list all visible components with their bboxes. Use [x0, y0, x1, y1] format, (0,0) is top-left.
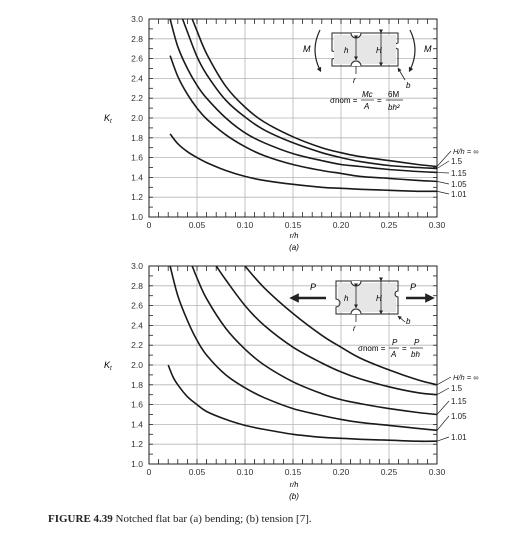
legend-leader [437, 172, 449, 173]
y-tick-label: 2.2 [131, 340, 143, 351]
y-tick-label: 2.2 [131, 93, 143, 104]
y-tick-label: 2.6 [131, 300, 143, 311]
series-line-5 [170, 134, 437, 192]
x-tick-label: 0.20 [332, 467, 350, 477]
legend-leader [437, 191, 449, 194]
x-tick-label: 0.25 [380, 220, 398, 230]
y-tick-label: 1.2 [131, 192, 143, 203]
legend-leader [437, 388, 449, 395]
x-tick-label: 0.20 [332, 220, 350, 230]
formula-b-rhs-den: bh [411, 350, 420, 359]
y-tick-label: 1.6 [131, 399, 143, 410]
y-tick-label: 1.2 [131, 439, 143, 450]
legend-label: 1.05 [451, 412, 467, 421]
legend-leader [437, 401, 449, 415]
legend-label: 1.5 [451, 384, 463, 393]
series-legend [437, 147, 479, 199]
formula-a-rhs-den: bh² [388, 103, 400, 112]
y-tick-label: 1.0 [131, 212, 143, 222]
y-tick-label: 1.8 [131, 379, 143, 390]
legend-label: 1.01 [451, 190, 467, 199]
inset-a-b: b [406, 81, 411, 90]
inset-b-P-right: P [410, 282, 417, 292]
x-axis-label: r/h [289, 231, 299, 240]
x-tick-label: 0.15 [284, 467, 302, 477]
formula-a-lhs: σnom = [330, 96, 358, 105]
y-tick-label: 1.4 [131, 419, 143, 430]
formula-a-rhs-num: 6M [388, 90, 400, 99]
caption-label: FIGURE 4.39 [48, 513, 113, 525]
legend-label: 1.15 [451, 397, 467, 406]
legend-label: 1.15 [451, 169, 467, 178]
y-tick-label: 1.6 [131, 152, 143, 163]
x-tick-label: 0.05 [188, 467, 206, 477]
x-tick-label: 0 [146, 220, 152, 230]
inset-a-r: r [353, 76, 356, 85]
y-axis-label: $K_t$ [104, 113, 112, 125]
caption-text: Notched flat bar (a) bending; (b) tension [7]. [115, 513, 312, 525]
x-tick-label: 0.30 [428, 220, 446, 230]
legend-label: 1.01 [451, 433, 467, 442]
y-tick-label: 2.0 [131, 113, 143, 123]
series-line-5 [168, 365, 437, 441]
y-tick-label: 2.8 [131, 33, 143, 44]
y-tick-label: 2.6 [131, 53, 143, 64]
inset-a-h: h [344, 46, 349, 55]
formula-b-mid-den: A [391, 350, 397, 359]
y-tick-label: 1.4 [131, 172, 143, 183]
formula-b-lhs: σnom = [358, 344, 386, 353]
inset-a-M-right: M [424, 44, 432, 54]
x-tick-label: 0.15 [284, 220, 302, 230]
y-tick-label: 3.0 [131, 261, 143, 271]
legend-header: H/h = ∞ [453, 147, 479, 156]
y-tick-label: 2.4 [131, 73, 143, 84]
inset-b-P-left: P [310, 282, 317, 292]
y-tick-label: 2.0 [131, 360, 143, 370]
inset-b-r: r [353, 324, 356, 333]
x-tick-label: 0.10 [236, 220, 254, 230]
y-tick-label: 2.4 [131, 320, 143, 331]
series-line-1 [192, 19, 437, 167]
figure-caption [48, 513, 312, 525]
panel-a-bending [104, 14, 479, 252]
y-tick-label: 1.8 [131, 132, 143, 143]
formula-a-mid-den: A [364, 102, 370, 111]
legend-label: 1.5 [451, 157, 463, 166]
inset-b-h: h [344, 294, 349, 303]
series-legend [437, 373, 479, 442]
legend-leader [437, 437, 449, 441]
x-tick-label: 0.30 [428, 467, 446, 477]
legend-leader [437, 181, 449, 184]
formula-b [358, 338, 423, 359]
y-tick-label: 3.0 [131, 14, 143, 24]
inset-a-bending-bar [315, 30, 415, 80]
legend-leader [437, 416, 449, 430]
formula-a-mid-num: Mc [362, 90, 373, 99]
formula-b-rhs-num: P [414, 338, 420, 347]
y-tick-label: 1.0 [131, 459, 143, 469]
series-line-4 [170, 56, 437, 182]
legend-header: H/h = ∞ [453, 373, 479, 382]
y-tick-label: 2.8 [131, 280, 143, 291]
x-tick-label: 0 [146, 467, 152, 477]
panel-label: (b) [289, 492, 299, 501]
formula-a-eq: = [377, 96, 382, 105]
b-b-pointer [398, 316, 405, 322]
inset-b-b: b [406, 317, 411, 326]
inset-a-M-left: M [303, 44, 311, 54]
formula-b-eq: = [402, 344, 407, 353]
formula-b-mid-num: P [392, 338, 398, 347]
inset-b-H: H [376, 294, 382, 303]
x-tick-label: 0.10 [236, 467, 254, 477]
x-axis-label: r/h [289, 480, 299, 489]
moment-left-arrow [315, 30, 320, 70]
inset-a-H: H [376, 46, 382, 55]
panel-label: (a) [289, 243, 299, 252]
legend-label: 1.05 [451, 180, 467, 189]
x-tick-label: 0.05 [188, 220, 206, 230]
legend-leader [437, 377, 451, 385]
moment-right-arrow [410, 30, 415, 70]
y-axis-label: $K_t$ [104, 360, 112, 372]
x-tick-label: 0.25 [380, 467, 398, 477]
